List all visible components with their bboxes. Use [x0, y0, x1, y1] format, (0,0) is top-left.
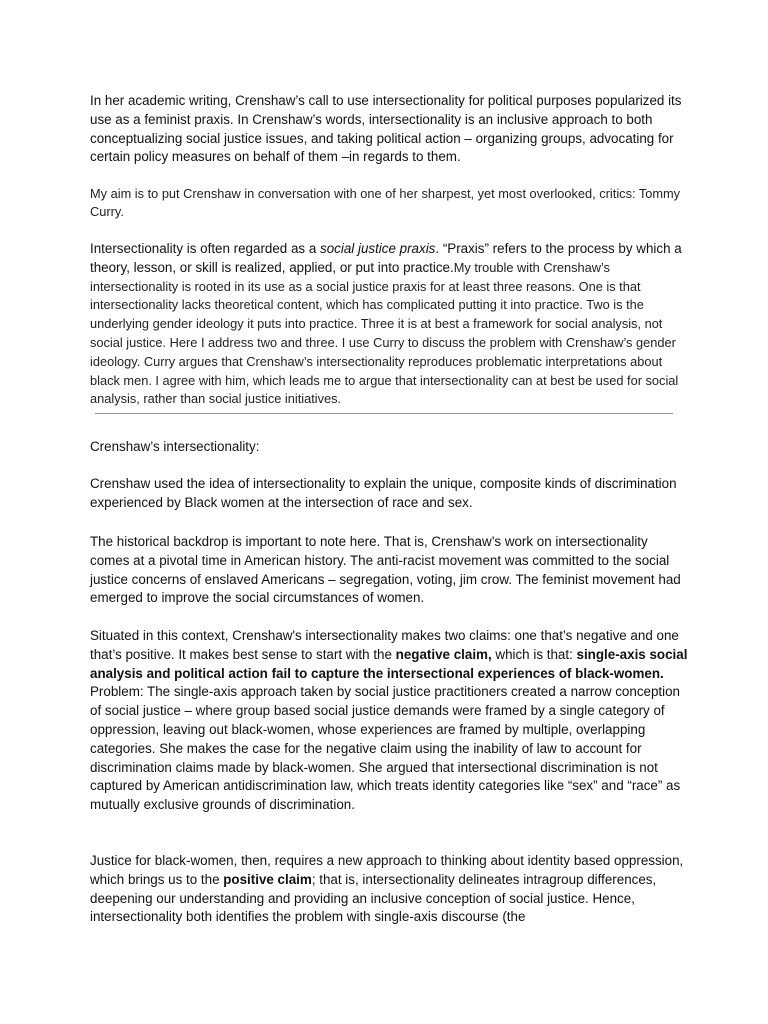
praxis-paragraph — [90, 240, 690, 409]
idea-paragraph: Crenshaw used the idea of intersectionality to explain the unique, composite kinds of discrimination experienced by Black women at the intersection of race and sex. — [90, 476, 677, 510]
negative-claim-statement: single-axis social analysis and political action fail to capture the intersectional experiences of black-women. — [90, 646, 688, 681]
justice-text-b: ; that is, intersectionality delineates intragroup differences, deepening our understanding and providing an inclusive conception of social justice. Hence, intersectionality both identifies the problem with single-axis discourse (the — [90, 871, 657, 925]
history-paragraph: The historical backdrop is important to note here. That is, Crenshaw’s work on intersectionality comes at a pivotal time in American history. The anti-racist movement was committed to the social justice concerns of enslaved Americans – segregation, voting, jim crow. The feminist movement had emerged to improve the social circumstances of women. — [90, 534, 681, 606]
claims-text-b: which is that: — [491, 646, 577, 662]
claims-text-a: Situated in this context, Crenshaw's intersectionality makes two claims: one that’s negative and one that’s positive. It makes best sense to start with the — [90, 628, 679, 662]
claims-paragraph — [90, 627, 690, 815]
justice-paragraph — [90, 852, 690, 927]
negative-claim-label: negative claim, — [395, 646, 492, 662]
positive-claim-label: positive claim — [223, 871, 312, 887]
aim-paragraph: My aim is to put Crenshaw in conversation with one of her sharpest, yet most overlooked, critics: Tommy Curry. — [90, 186, 681, 219]
section-heading: Crenshaw’s intersectionality: — [90, 439, 260, 454]
section-divider — [95, 413, 673, 414]
intro-paragraph: In her academic writing, Crenshaw’s call to use intersectionality for political purposes popularized its use as a feminist praxis. In Crenshaw’s words, intersectionality is an inclusive approach to both conceptualizing social justice issues, and taking political action – organizing groups, advocating for certain policy measures on behalf of them –in regards to them. — [90, 93, 682, 165]
trouble-text: My trouble with Crenshaw’s intersectionality is rooted in its use as a social justice praxis for at least three reasons. One is that intersectionality lacks theoretical content, which has complicated putting it into practice. Two is the underlying gender ideology it puts into practice. Three it is at best a framework for social analysis, not social justice. Here I address two and three. I use Curry to discuss the problem with Crenshaw’s gender ideology. Curry argues that Crenshaw’s intersectionality reproduces problematic interpretations about black men. I agree with him, which leads me to argue that intersectionality can at best be used for social analysis, rather than social justice initiatives. — [90, 259, 679, 407]
praxis-emphasis: social justice praxis — [320, 241, 436, 256]
justice-text-a: Justice for black-women, then, requires a new approach to thinking about identity based oppression, which brings us to the — [90, 853, 684, 887]
praxis-text-a: Intersectionality is often regarded as a — [90, 241, 321, 256]
claims-text-c: Problem: The single-axis approach taken by social justice practitioners created a narrow conception of social justice – where group based social justice demands were framed by a single category of oppression, leaving out black-women, whose experiences are framed by multiple, overlapping categories. She makes the case for the negative claim using the inability of law to account for discrimination claims made by black-women. She argued that intersectional discrimination is not captured by American antidiscrimination law, which treats identity categories like “sex” and “race” as mutually exclusive grounds of discrimination. — [90, 684, 681, 813]
praxis-text-b: . “Praxis” refers to the process by which a theory, lesson, or skill is realized, applied, or put into practice. — [90, 241, 682, 275]
